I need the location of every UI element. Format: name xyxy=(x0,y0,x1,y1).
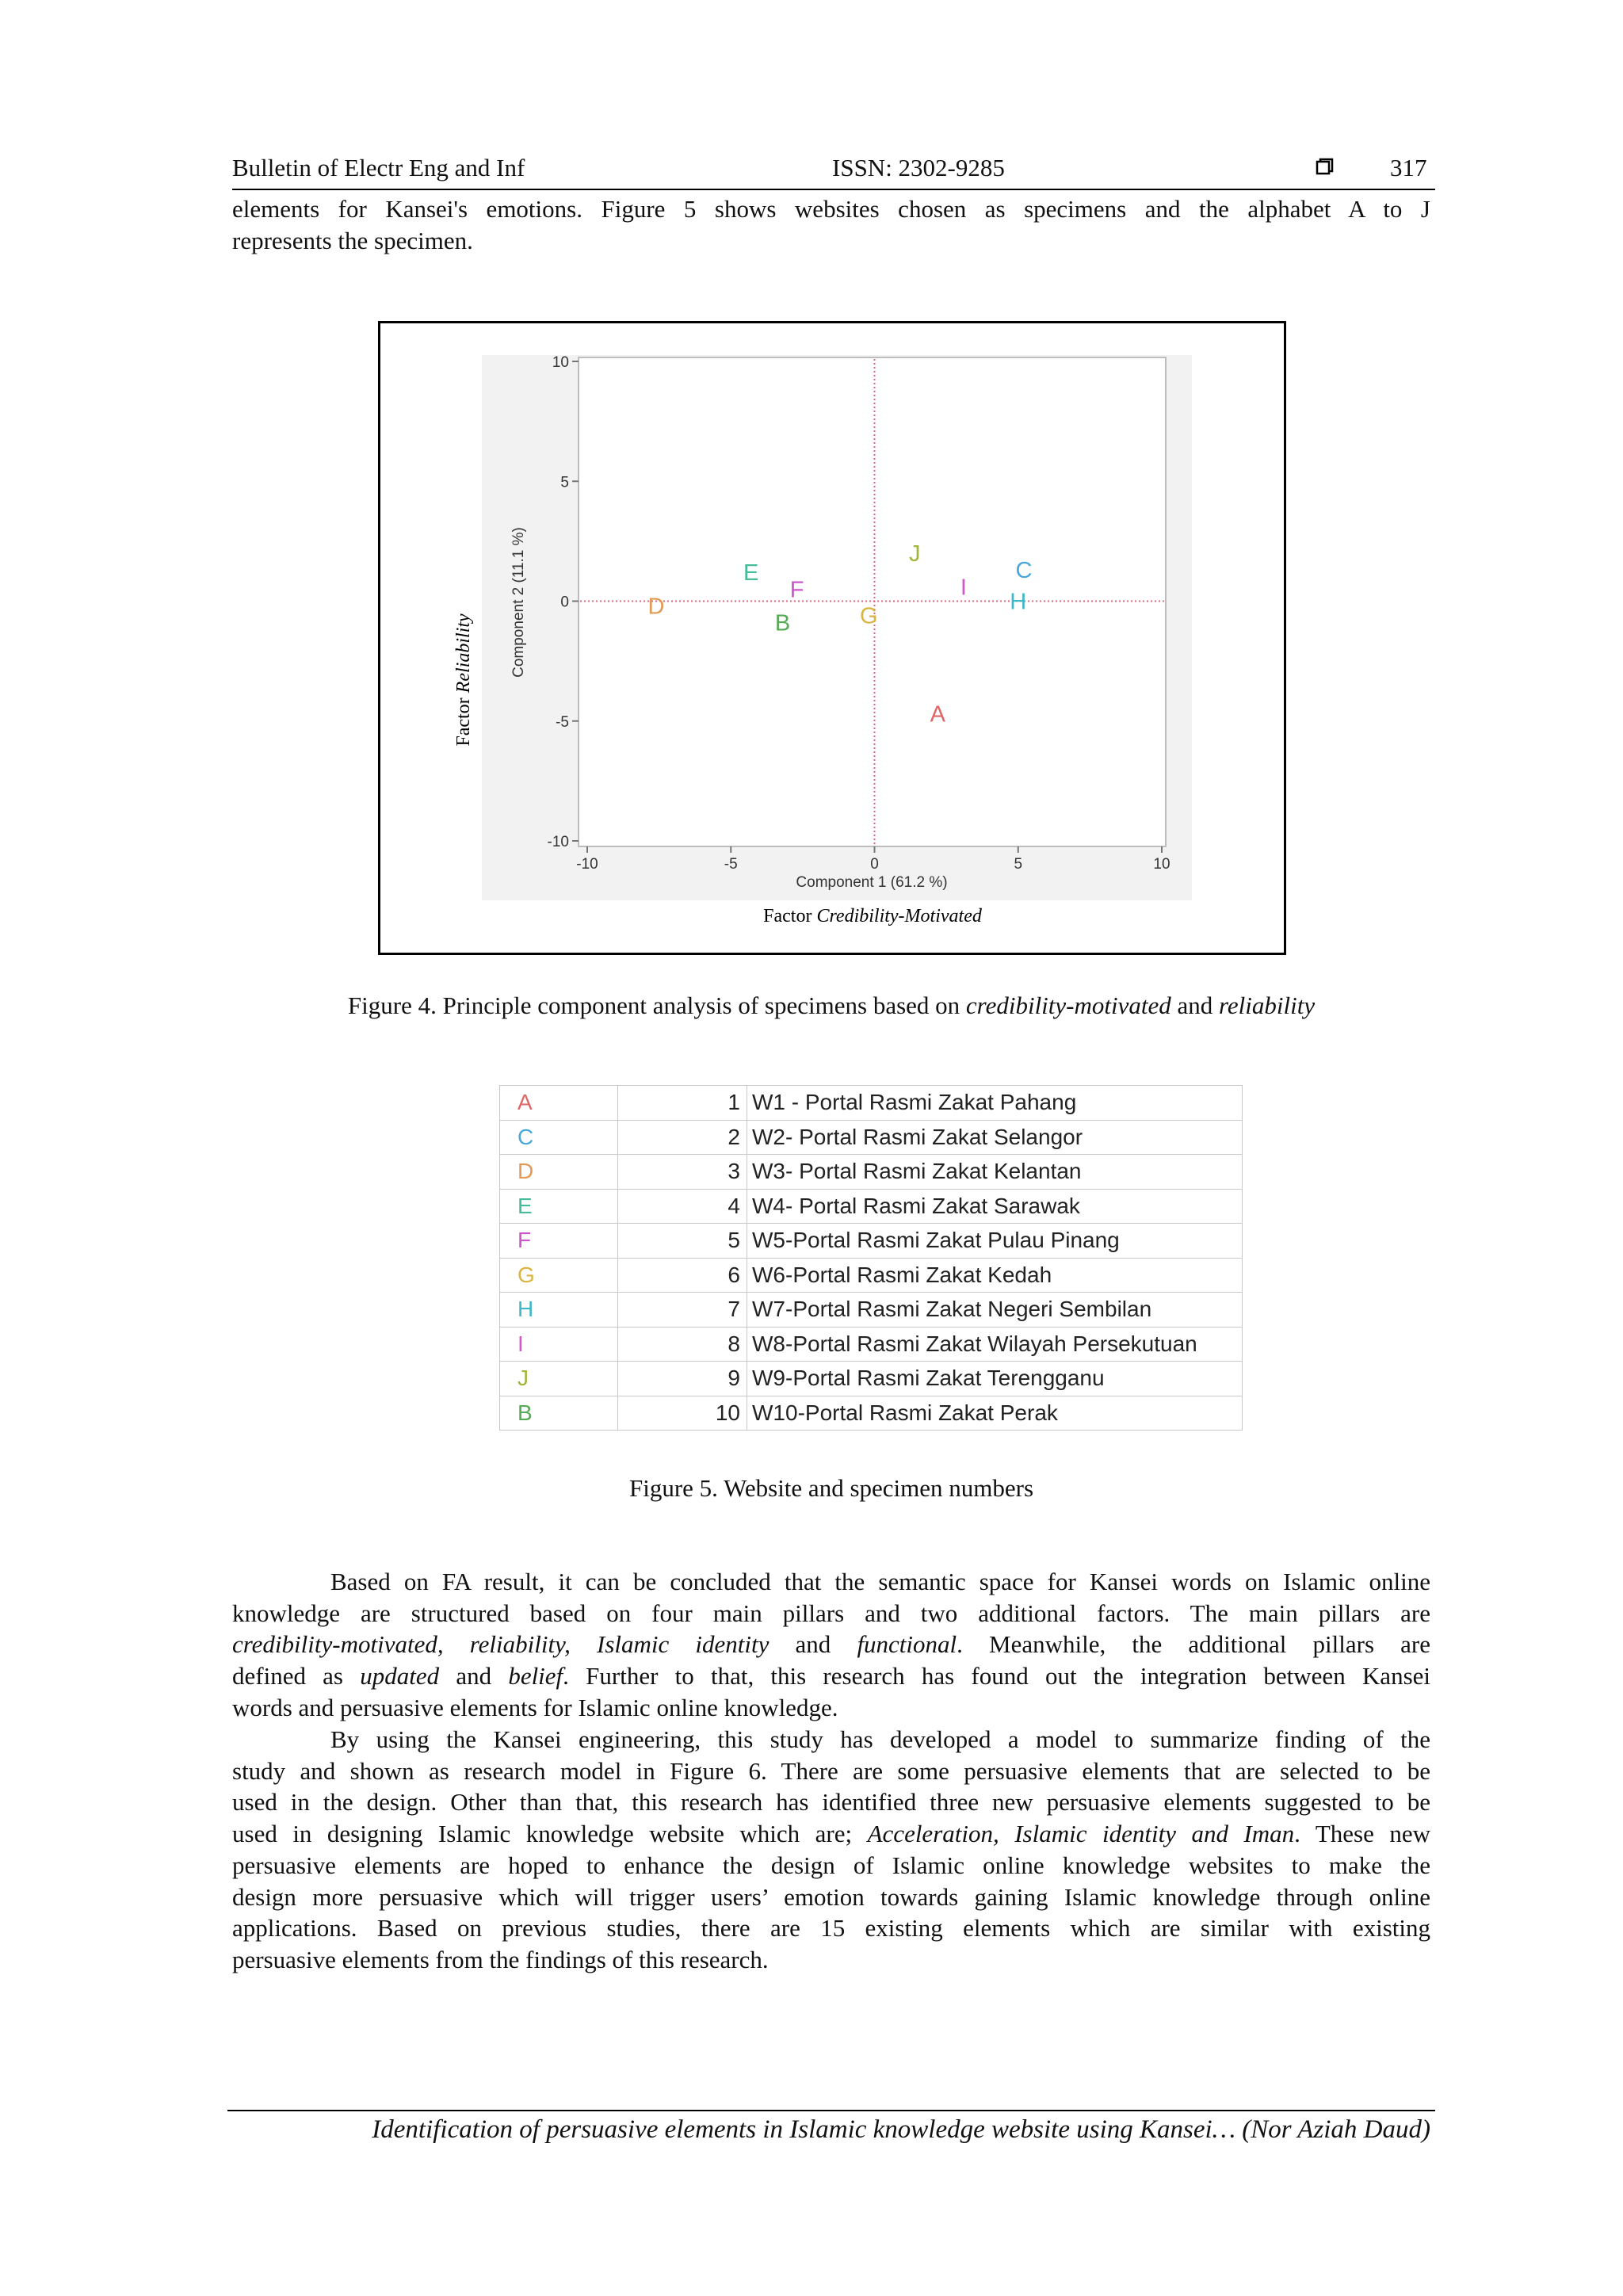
outer-x-label-italic: Credibility-Motivated xyxy=(816,906,982,926)
point-d: D xyxy=(647,594,665,620)
website-name: W2- Portal Rasmi Zakat Selangor xyxy=(747,1120,1243,1155)
para-line: By using the Kansei engineering, this study has developed a model to summarize finding of the xyxy=(330,1725,1430,1753)
outer-y-label-italic: Reliability xyxy=(453,613,474,693)
point-i: I xyxy=(960,575,967,601)
y-tick-label: 5 xyxy=(560,474,569,491)
point-b: B xyxy=(774,610,791,636)
para-text: and xyxy=(439,1662,509,1690)
intro-paragraph xyxy=(232,193,1430,256)
website-name: W1 - Portal Rasmi Zakat Pahang xyxy=(747,1086,1243,1121)
website-name: W9-Portal Rasmi Zakat Terengganu xyxy=(747,1362,1243,1396)
outer-x-label xyxy=(763,906,983,926)
x-tick-label: 10 xyxy=(1153,856,1170,873)
table-row xyxy=(500,1189,1243,1224)
page-number: 317 xyxy=(1390,154,1427,181)
specimen-letter: A xyxy=(500,1086,618,1121)
point-j: J xyxy=(909,541,921,567)
figure-4-frame xyxy=(378,321,1286,955)
para-text: . Meanwhile, the additional pillars are xyxy=(957,1630,1430,1659)
para-italic: credibility-motivated, reliability, Islamic identity xyxy=(232,1630,769,1659)
specimen-number: 5 xyxy=(618,1224,747,1259)
specimen-letter: F xyxy=(500,1224,618,1259)
table-row xyxy=(500,1258,1243,1293)
specimen-number: 4 xyxy=(618,1189,747,1224)
y-tick-label: -10 xyxy=(547,834,569,850)
x-tick-label: -5 xyxy=(724,856,738,873)
table-row xyxy=(500,1396,1243,1431)
caption-italic: reliability xyxy=(1219,991,1316,1019)
para-line: persuasive elements are hoped to enhance the design of Islamic online knowledge websites to make the xyxy=(232,1851,1430,1879)
website-name: W4- Portal Rasmi Zakat Sarawak xyxy=(747,1189,1243,1224)
table-row xyxy=(500,1327,1243,1362)
website-name: W8-Portal Rasmi Zakat Wilayah Persekutuan xyxy=(747,1327,1243,1362)
point-f: F xyxy=(789,577,804,603)
para-italic: updated xyxy=(360,1662,440,1690)
point-g: G xyxy=(859,603,878,629)
table-row xyxy=(500,1120,1243,1155)
body-paragraph-1 xyxy=(232,1566,1430,1724)
point-c: C xyxy=(1015,558,1033,584)
caption-text: Figure 4. Principle component analysis of specimens based on xyxy=(347,991,966,1019)
specimen-number: 1 xyxy=(618,1086,747,1121)
header-rule xyxy=(232,189,1435,190)
para-text: used in designing Islamic knowledge website which are; xyxy=(232,1820,868,1848)
para-line: Based on FA result, it can be concluded that the semantic space for Kansei words on Islamic online xyxy=(330,1568,1430,1595)
point-h: H xyxy=(1010,589,1027,615)
para-text: . These new xyxy=(1294,1820,1430,1848)
caption-italic: credibility-motivated xyxy=(965,991,1171,1019)
table-row xyxy=(500,1155,1243,1190)
specimen-letter: H xyxy=(500,1293,618,1328)
outer-x-label-prefix: Factor xyxy=(763,906,817,926)
specimen-table xyxy=(499,1085,1243,1431)
square-bullet-icon xyxy=(1316,158,1333,175)
pca-chart xyxy=(380,323,1284,953)
para-line: used in the design. Other than that, this research has identified three new persuasive elements suggested to be xyxy=(232,1788,1430,1817)
point-e: E xyxy=(743,560,759,586)
y-tick-label: 0 xyxy=(560,594,569,611)
body-paragraph-2 xyxy=(232,1724,1430,1976)
specimen-number: 7 xyxy=(618,1293,747,1328)
outer-y-label xyxy=(453,613,474,747)
para-text: . Further to that, this research has found out the integration between Kansei xyxy=(563,1662,1430,1690)
specimen-number: 9 xyxy=(618,1362,747,1396)
specimen-letter: J xyxy=(500,1362,618,1396)
specimen-letter: I xyxy=(500,1327,618,1362)
table-row xyxy=(500,1086,1243,1121)
journal-name: Bulletin of Electr Eng and Inf xyxy=(232,154,525,181)
website-name: W7-Portal Rasmi Zakat Negeri Sembilan xyxy=(747,1293,1243,1328)
website-name: W6-Portal Rasmi Zakat Kedah xyxy=(747,1258,1243,1293)
website-name: W10-Portal Rasmi Zakat Perak xyxy=(747,1396,1243,1431)
para-line: knowledge are structured based on four main pillars and two additional factors. The main pillars are xyxy=(232,1599,1430,1627)
para-italic: functional xyxy=(857,1630,957,1659)
running-footer: Identification of persuasive elements in Islamic knowledge website using Kansei… (Nor Aziah Daud) xyxy=(372,2115,1430,2144)
point-a: A xyxy=(930,701,945,728)
figure-5-caption: Figure 5. Website and specimen numbers xyxy=(628,1474,1034,1502)
y-tick-label: 10 xyxy=(552,354,569,371)
para-italic: belief xyxy=(508,1662,563,1690)
figure-4-caption xyxy=(232,990,1430,1022)
x-tick-label: -10 xyxy=(576,856,598,873)
plot-area xyxy=(579,357,1166,846)
para-line: study and shown as research model in Figure 6. There are some persuasive elements that are selected to be xyxy=(232,1756,1430,1785)
para-line xyxy=(232,1818,1430,1850)
x-tick-label: 0 xyxy=(870,856,879,873)
specimen-letter: B xyxy=(500,1396,618,1431)
table-row xyxy=(500,1362,1243,1396)
specimen-number: 2 xyxy=(618,1120,747,1155)
x-axis-label: Component 1 (61.2 %) xyxy=(796,874,948,891)
para-line: applications. Based on previous studies, there are 15 existing elements which are similar with existing xyxy=(232,1914,1430,1943)
intro-line: represents the specimen. xyxy=(232,226,473,254)
table-row xyxy=(500,1293,1243,1328)
para-line xyxy=(232,1660,1430,1692)
para-line: words and persuasive elements for Islamic online knowledge. xyxy=(232,1693,838,1721)
specimen-number: 3 xyxy=(618,1155,747,1190)
caption-text: and xyxy=(1170,991,1219,1019)
specimen-number: 6 xyxy=(618,1258,747,1293)
website-name: W3- Portal Rasmi Zakat Kelantan xyxy=(747,1155,1243,1190)
issn: ISSN: 2302-9285 xyxy=(832,154,1005,181)
table-row xyxy=(500,1224,1243,1259)
specimen-letter: C xyxy=(500,1120,618,1155)
para-italic: Acceleration, Islamic identity and Iman xyxy=(867,1820,1295,1848)
website-name: W5-Portal Rasmi Zakat Pulau Pinang xyxy=(747,1224,1243,1259)
para-text: defined as xyxy=(232,1662,361,1690)
specimen-letter: D xyxy=(500,1155,618,1190)
specimen-letter: E xyxy=(500,1189,618,1224)
para-line: design more persuasive which will trigger users’ emotion towards gaining Islamic knowledge through online xyxy=(232,1882,1430,1911)
specimen-number: 8 xyxy=(618,1327,747,1362)
x-tick-label: 5 xyxy=(1014,856,1023,873)
outer-y-label-prefix: Factor xyxy=(453,693,474,747)
y-tick-label: -5 xyxy=(556,713,569,731)
para-text: and xyxy=(769,1630,857,1659)
specimen-letter: G xyxy=(500,1258,618,1293)
y-axis-label: Component 2 (11.1 %) xyxy=(510,527,527,678)
specimen-number: 10 xyxy=(618,1396,747,1431)
para-line xyxy=(232,1629,1430,1660)
para-line: persuasive elements from the findings of this research. xyxy=(232,1945,769,1973)
intro-line: elements for Kansei's emotions. Figure 5 shows websites chosen as specimens and the alphabet A to J xyxy=(232,195,1430,223)
